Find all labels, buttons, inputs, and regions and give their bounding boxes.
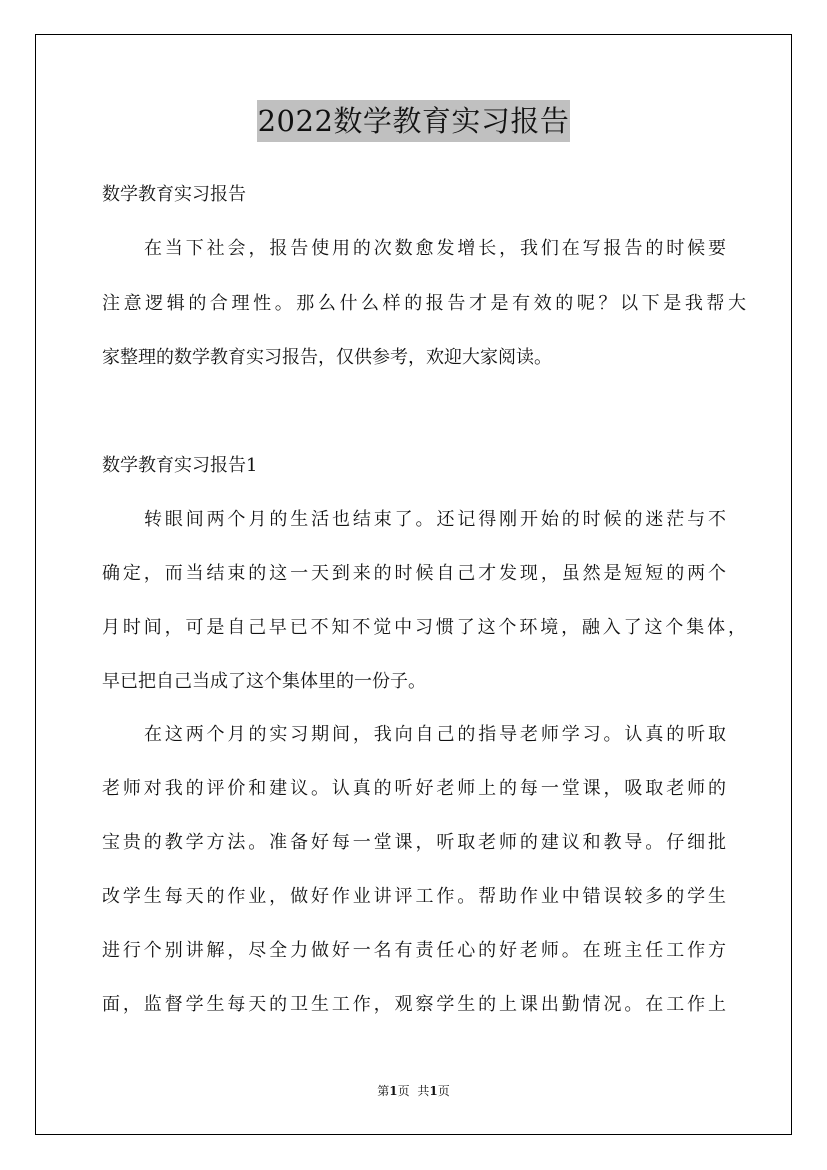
para1-line-4: 早已把自己当成了这个集体里的一份子。: [102, 671, 426, 692]
footer-total-prefix: 共: [417, 1084, 430, 1098]
footer-page-prefix: 第: [377, 1084, 390, 1098]
para2-line-6: 面，监督学生每天的卫生工作，观察学生的上课出勤情况。在工作上: [102, 994, 726, 1015]
document-title: 2022数学教育实习报告: [257, 100, 571, 142]
subtitle: 数学教育实习报告: [102, 184, 246, 205]
title-wrap: [0, 100, 827, 142]
intro-line-3: 家整理的数学教育实习报告，仅供参考，欢迎大家阅读。: [102, 347, 552, 368]
para2-line-1: 在这两个月的实习期间，我向自己的指导老师学习。认真的听取: [144, 724, 726, 745]
footer-page-number: 1: [389, 1084, 398, 1098]
footer-total-suffix: 页: [437, 1084, 450, 1098]
section-heading: 数学教育实习报告1: [102, 455, 258, 476]
footer-page-suffix: 页: [397, 1084, 410, 1098]
para1-line-3: 月时间，可是自己早已不知不觉中习惯了这个环境，融入了这个集体，: [102, 617, 746, 638]
intro-line-1: 在当下社会，报告使用的次数愈发增长，我们在写报告的时候要: [144, 238, 726, 259]
page-footer: [0, 1083, 827, 1099]
para1-line-2: 确定，而当结束的这一天到来的时候自己才发现，虽然是短短的两个: [102, 563, 726, 584]
para2-line-5: 进行个别讲解，尽全力做好一名有责任心的好老师。在班主任工作方: [102, 940, 726, 961]
intro-line-2: 注意逻辑的合理性。那么什么样的报告才是有效的呢？以下是我帮大: [102, 293, 746, 314]
para1-line-1: 转眼间两个月的生活也结束了。还记得刚开始的时候的迷茫与不: [144, 509, 726, 530]
footer-total-number: 1: [429, 1084, 438, 1098]
para2-line-3: 宝贵的教学方法。准备好每一堂课，听取老师的建议和教导。仔细批: [102, 832, 726, 853]
para2-line-2: 老师对我的评价和建议。认真的听好老师上的每一堂课，吸取老师的: [102, 778, 726, 799]
para2-line-4: 改学生每天的作业，做好作业讲评工作。帮助作业中错误较多的学生: [102, 886, 726, 907]
